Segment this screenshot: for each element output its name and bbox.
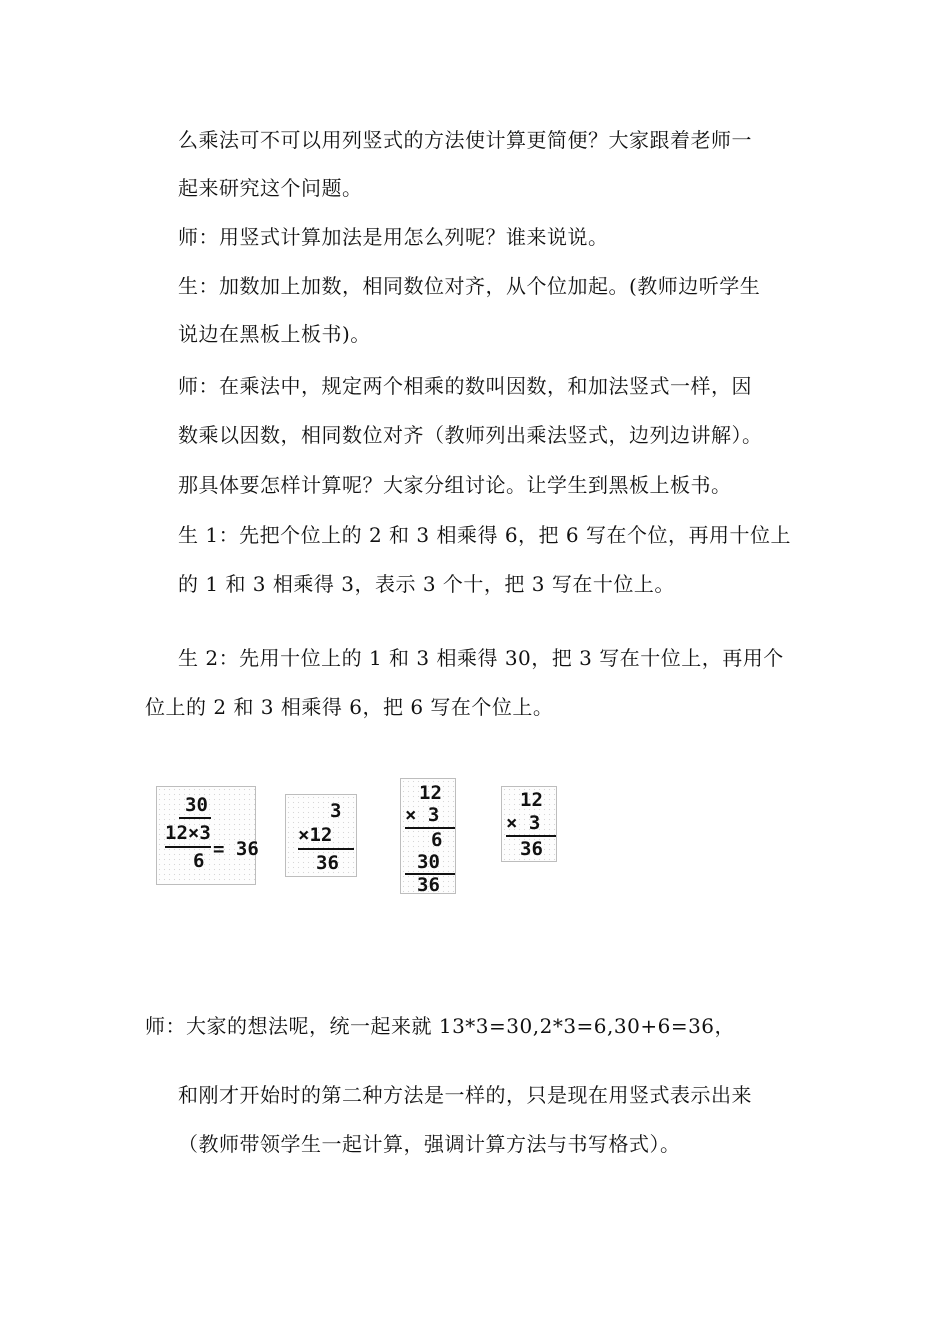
paragraph-line: 的 1 和 3 相乘得 3，表示 3 个十，把 3 写在十位上。: [178, 572, 675, 596]
paragraph-line: 师：大家的想法呢，统一起来就 13*3=30,2*3=6,30+6=36，: [145, 1014, 736, 1038]
fig3-line3: 6: [431, 829, 443, 851]
paragraph-line: （教师带领学生一起计算，强调计算方法与书写格式）。: [178, 1132, 681, 1156]
vertical-calc-figure-4: [501, 786, 557, 862]
vertical-calc-figure-3: [400, 778, 456, 894]
paragraph-line: 那具体要怎样计算呢？大家分组讨论。让学生到黑板上板书。: [178, 473, 732, 497]
fig3-rule-1: [405, 827, 455, 829]
fig4-line3: 36: [520, 838, 543, 860]
fig4-line1: 12: [520, 789, 543, 811]
fig2-line3: 36: [316, 852, 339, 874]
paragraph-line: 师：用竖式计算加法是用怎么列呢？谁来说说。: [178, 225, 609, 249]
fig4-line2: × 3: [506, 812, 541, 834]
fig4-rule: [506, 835, 556, 837]
fig1-result: = 36: [213, 838, 259, 860]
fig2-line2: ×12: [298, 824, 333, 846]
fig1-rule-bottom: [165, 846, 211, 848]
fig2-line1: 3: [330, 800, 342, 822]
paragraph-line: 生 1：先把个位上的 2 和 3 相乘得 6，把 6 写在个位，再用十位上: [178, 523, 791, 547]
fig3-line2: × 3: [405, 804, 440, 826]
fig3-line5: 36: [417, 874, 440, 896]
fig1-top: 30: [185, 794, 208, 816]
vertical-calc-figure-2: [285, 794, 357, 877]
paragraph-line: 生：加数加上加数，相同数位对齐，从个位加起。(教师边听学生: [178, 274, 761, 298]
paragraph-line: 说边在黑板上板书)。: [178, 322, 371, 346]
paragraph-line: 和刚才开始时的第二种方法是一样的，只是现在用竖式表示出来: [178, 1083, 752, 1107]
fig1-middle: 12×3: [165, 822, 211, 844]
fig3-line1: 12: [419, 782, 442, 804]
paragraph-line: 师：在乘法中，规定两个相乘的数叫因数，和加法竖式一样，因: [178, 374, 752, 398]
fig2-rule: [298, 848, 354, 850]
fig1-bottom: 6: [193, 850, 205, 872]
fig3-line4: 30: [417, 851, 440, 873]
paragraph-line: 起来研究这个问题。: [178, 176, 363, 200]
fig1-rule-top: [179, 817, 211, 819]
vertical-calc-figure-1: [156, 786, 259, 885]
paragraph-line: 位上的 2 和 3 相乘得 6，把 6 写在个位上。: [145, 695, 554, 719]
paragraph-line: 生 2：先用十位上的 1 和 3 相乘得 30，把 3 写在十位上，再用个: [178, 646, 784, 670]
paragraph-line: 数乘以因数，相同数位对齐（教师列出乘法竖式，边列边讲解）。: [178, 423, 763, 447]
paragraph-line: 么乘法可不可以用列竖式的方法使计算更简便？大家跟着老师一: [178, 128, 752, 152]
